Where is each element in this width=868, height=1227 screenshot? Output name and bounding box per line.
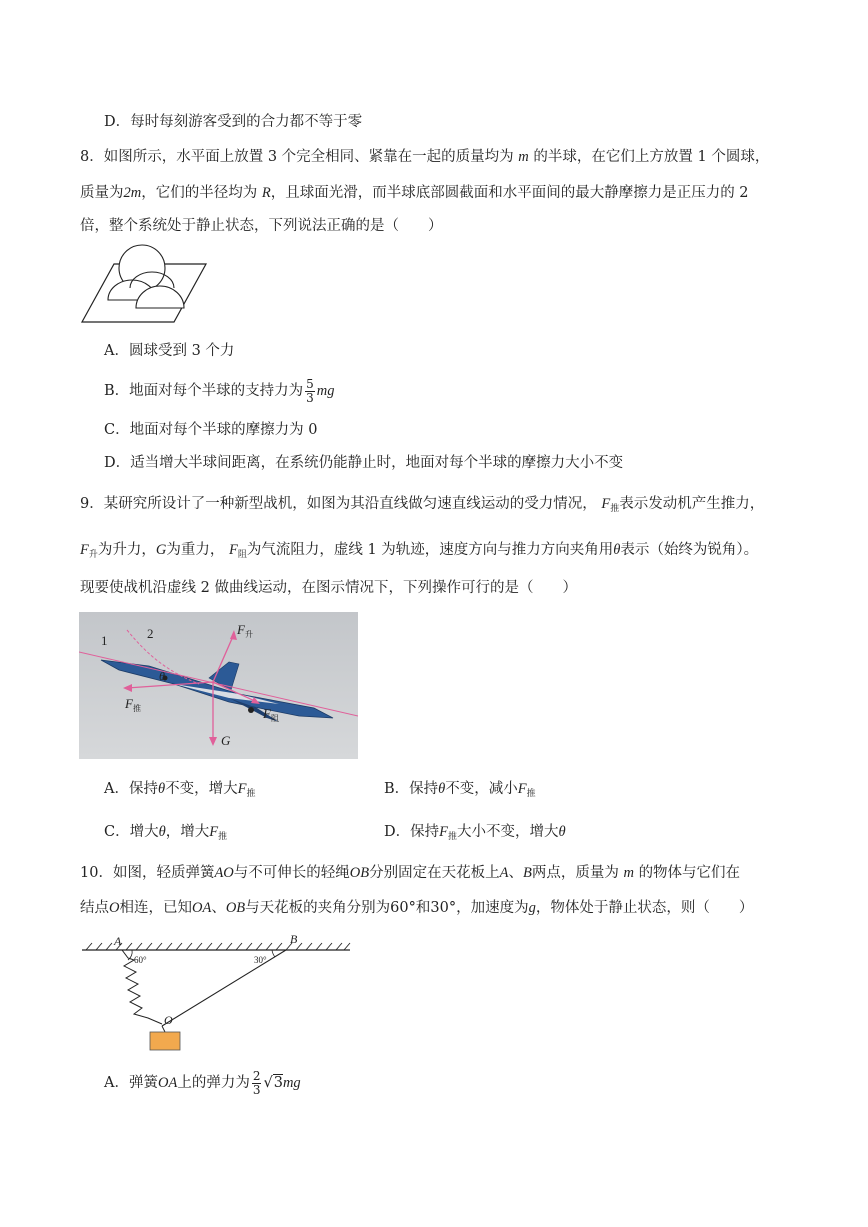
q8-stem-line3: 倍，整个系统处于静止状态，下列说法正确的是（ ） — [80, 218, 443, 234]
q8-option-a: A．圆球受到 3 个力 — [104, 343, 235, 359]
fig-label-60: 60° — [134, 955, 147, 965]
fig-label-o: O — [164, 1013, 173, 1027]
q8-option-c: C．地面对每个半球的摩擦力为 0 — [104, 422, 318, 438]
q9-stem-line3: 现要使战机沿虚线 2 做曲线运动，在图示情况下，下列操作可行的是（ ） — [80, 580, 577, 596]
q9-option-b: B．保持θ不变，减小$F_推$ — [384, 781, 536, 799]
fig-label-30: 30° — [254, 955, 267, 965]
fig-label-b: B — [290, 932, 298, 946]
q9-option-d: D．保持$F_推$大小不变，增大θ — [384, 824, 566, 842]
q9-stem-line1: 9．某研究所设计了一种新型战机，如图为其沿直线做匀速直线运动的受力情况， $F_推$表示发动机产生推力， — [80, 496, 765, 514]
q10-stem-line1: 10．如图，轻质弹簧AO与不可伸长的轻绳OB分别固定在天花板上A、B两点，质量为 m 的物体与它们在 — [80, 865, 741, 881]
q9-jet-figure — [79, 612, 358, 759]
q8-hemispheres-figure — [78, 242, 213, 330]
fig-label-f-zu: $F_阻$ — [263, 706, 279, 723]
fig-label-theta: θ — [159, 669, 165, 683]
q8-option-b: B．地面对每个半球的支持力为 $\frac{5}{3}$ mg — [104, 376, 335, 405]
q7-option-d: D．每时每刻游客受到的合力都不等于零 — [104, 114, 363, 130]
fig-label-1: 1 — [101, 633, 108, 648]
q8-stem-line2: 质量为2m，它们的半径均为 R，且球面光滑，而半球底部圆截面和水平面间的最大静摩擦力是正压力的 2 — [80, 185, 749, 201]
q9-stem-line2: $F_升$为升力，G为重力， $F_阻$为气流阻力，虚线 1 为轨迹，速度方向与推力方向夹角用θ表示（始终为锐角）。 — [80, 542, 759, 560]
q8-option-d: D．适当增大半球间距离，在系统仍能静止时，地面对每个半球的摩擦力大小不变 — [104, 455, 624, 471]
q8-stem-line1: 8．如图所示，水平面上放置 3 个完全相同、紧靠在一起的质量均为 m 的半球，在它们上方放置 1 个圆球， — [80, 149, 770, 165]
fig-label-f-sheng: $F_升$ — [237, 622, 253, 639]
fig-label-2: 2 — [147, 626, 154, 641]
q10-option-a: A．弹簧OA上的弹力为 $\frac{2}{3}$ √3mg — [104, 1068, 301, 1097]
fig-label-f-tui: $F_推$ — [125, 696, 141, 713]
q9-option-a: A．保持θ不变，增大$F_推$ — [104, 781, 256, 799]
q10-spring-rope-figure — [78, 930, 353, 1055]
fig-label-a: A — [114, 934, 122, 948]
fig-label-g: G — [221, 733, 231, 748]
q9-option-c: C．增大θ，增大$F_推$ — [104, 824, 228, 842]
q10-stem-line2: 结点O相连，已知OA、OB与天花板的夹角分别为60°和30°，加速度为g，物体处于静止状态，则（ ） — [80, 900, 754, 916]
